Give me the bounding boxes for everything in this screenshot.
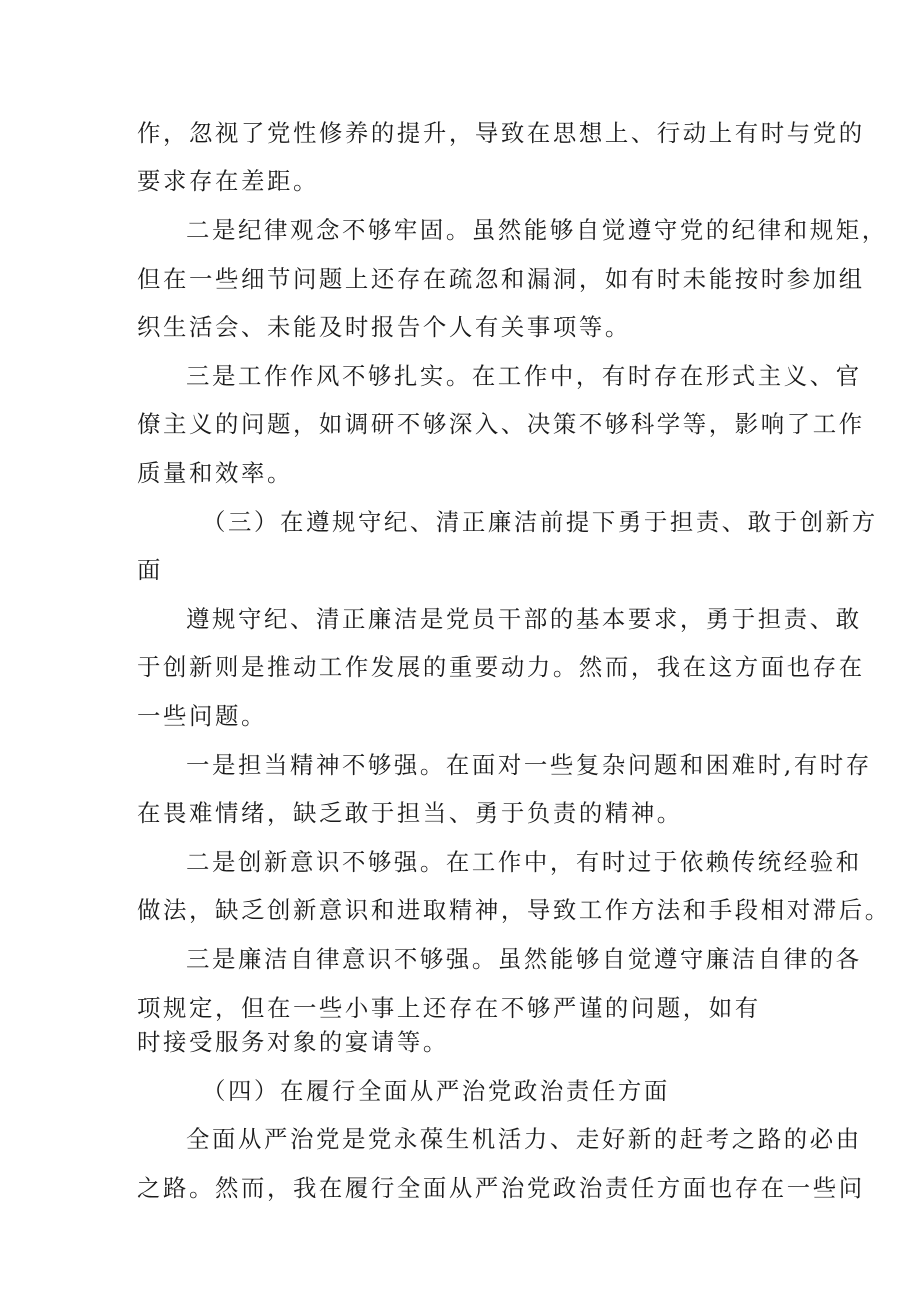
paragraph-line: 三是廉洁自律意识不够强。虽然能够自觉遵守廉洁自律的各 [186, 945, 862, 973]
text-line: 时接受服务对象的宴请等。 [137, 1028, 449, 1056]
text-line: 一些问题。 [137, 702, 267, 730]
text-line: 质量和效率。 [137, 459, 293, 487]
text-line: 做法，缺乏创新意识和进取精神，导致工作方法和手段相对滞后。 [137, 896, 891, 924]
section-heading: （三）在遵规守纪、清正廉洁前提下勇于担责、敢于创新方 [202, 508, 878, 536]
text-line: 僚主义的问题，如调研不够深入、决策不够科学等，影响了工作 [137, 410, 865, 438]
paragraph-line: 二是纪律观念不够牢固。虽然能够自觉遵守党的纪律和规矩， [186, 216, 888, 244]
section-heading: （四）在履行全面从严治党政治责任方面 [202, 1077, 670, 1105]
section-heading-cont: 面 [137, 556, 163, 584]
paragraph-line: 一是担当精神不够强。在面对一些复杂问题和困难时,有时存 [186, 751, 872, 779]
text-line: 之路。然而，我在履行全面从严治党政治责任方面也存在一些问 [137, 1174, 865, 1202]
paragraph-line: 二是创新意识不够强。在工作中，有时过于依赖传统经验和 [186, 848, 862, 876]
paragraph-line: 全面从严治党是党永葆生机活力、走好新的赶考之路的必由 [186, 1125, 862, 1153]
text-line: 在畏难情绪，缺乏敢于担当、勇于负责的精神。 [137, 799, 683, 827]
paragraph-line: 三是工作作风不够扎实。在工作中，有时存在形式主义、官 [186, 362, 862, 390]
text-line: 于创新则是推动工作发展的重要动力。然而，我在这方面也存在 [137, 653, 865, 681]
text-line: 但在一些细节问题上还存在疏忽和漏洞，如有时未能按时参加组 [137, 265, 865, 293]
text-line: 要求存在差距。 [137, 167, 319, 195]
paragraph-line: 遵规守纪、清正廉洁是党员干部的基本要求，勇于担责、敢 [186, 605, 862, 633]
text-line: 项规定，但在一些小事上还存在不够严谨的问题，如有 [137, 994, 761, 1022]
text-line: 织生活会、未能及时报告个人有关事项等。 [137, 313, 631, 341]
text-line: 作，忽视了党性修养的提升，导致在思想上、行动上有时与党的 [137, 119, 865, 147]
